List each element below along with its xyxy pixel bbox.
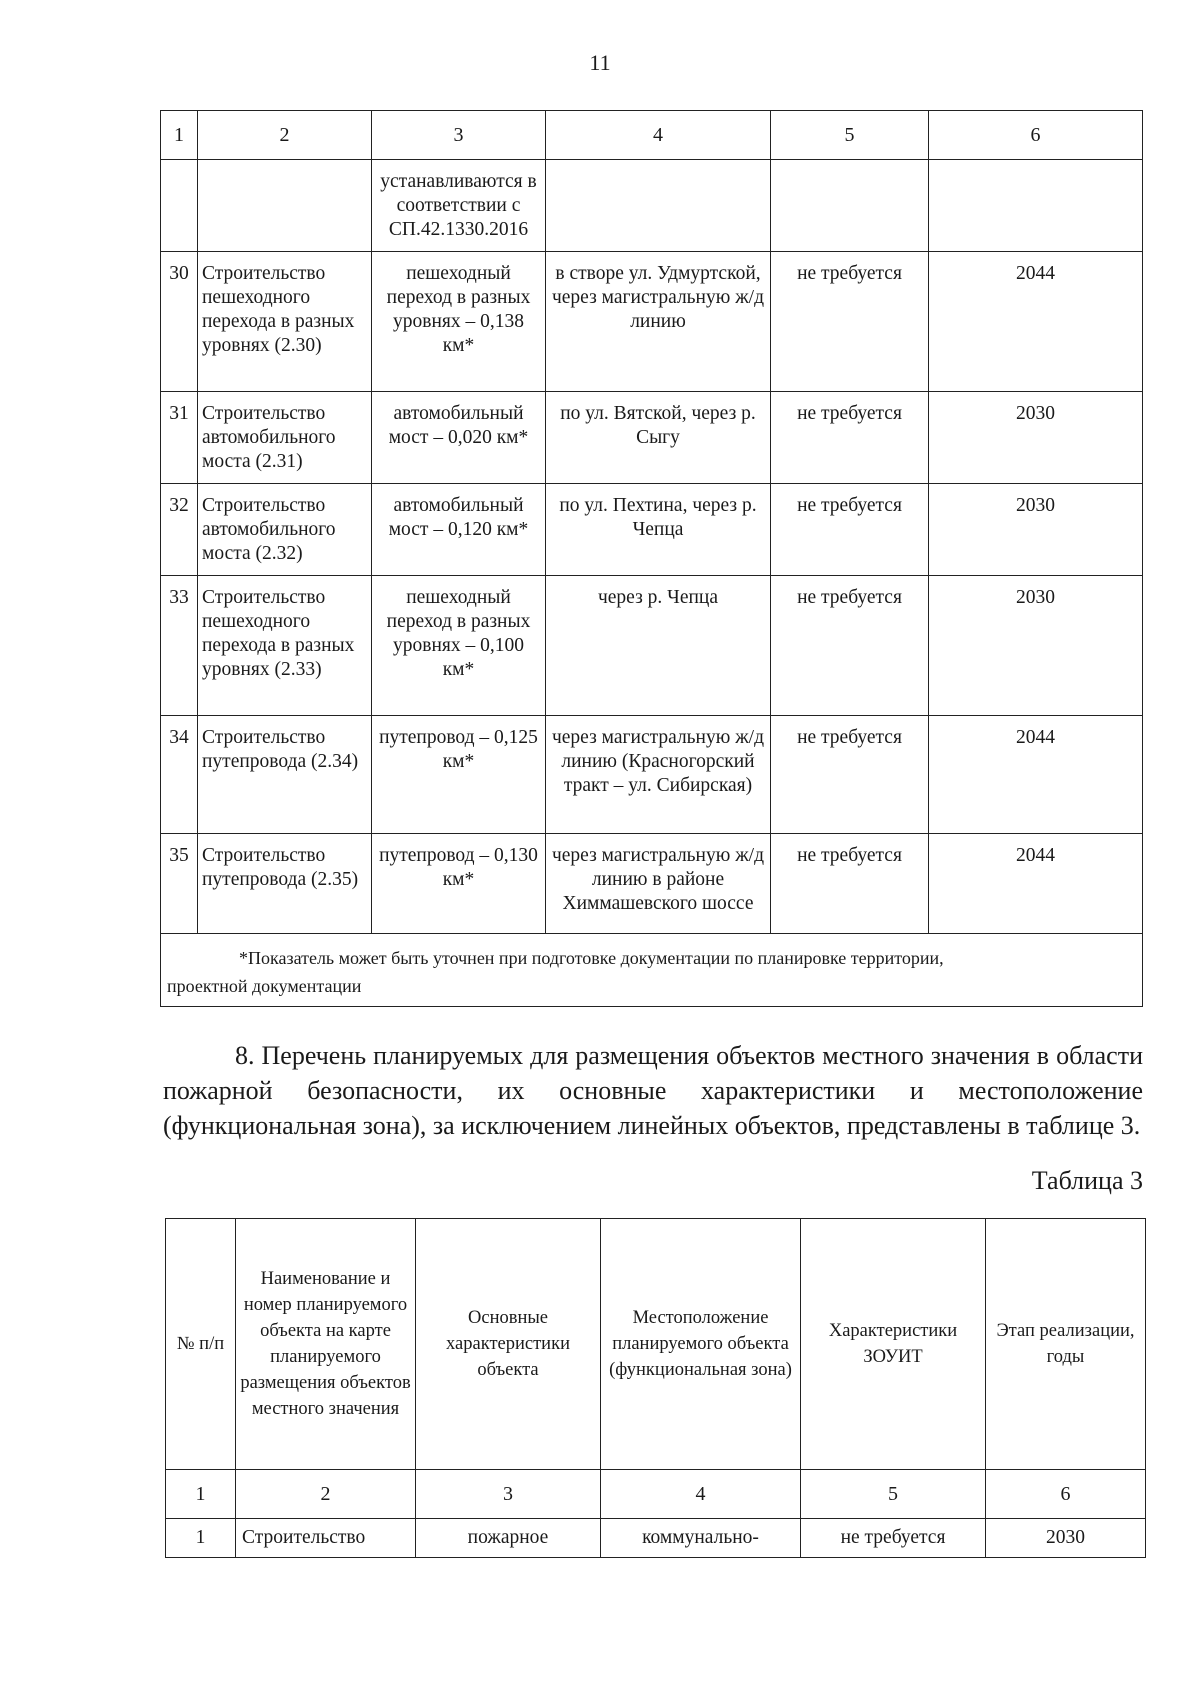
column-header: Местоположение планируемого объекта (функциональная зона) (601, 1219, 801, 1470)
planned-objects-table-continuation (160, 110, 1143, 1007)
column-header: Характеристики ЗОУИТ (801, 1219, 986, 1470)
row-number: 30 (161, 252, 198, 392)
object-name: Строительство автомобильного моста (2.31) (198, 392, 372, 484)
row-number: 35 (161, 834, 198, 934)
location-cell: через магистральную ж/д линию (Красногорский тракт – ул. Сибирская) (546, 716, 771, 834)
column-index: 4 (546, 111, 771, 160)
column-index: 2 (198, 111, 372, 160)
characteristics-cell: устанавливаются в соответствии с СП.42.1330.2016 (372, 160, 546, 252)
object-name: Строительство путепровода (2.35) (198, 834, 372, 934)
location-cell: коммунально- (601, 1519, 801, 1558)
column-index: 2 (236, 1470, 416, 1519)
year-cell: 2030 (929, 576, 1143, 716)
column-header: № п/п (166, 1219, 236, 1470)
column-header: Этап реализации, годы (986, 1219, 1146, 1470)
row-number: 34 (161, 716, 198, 834)
table-row (161, 716, 1143, 834)
table-row (161, 252, 1143, 392)
location-cell: через магистральную ж/д линию в районе Химмашевского шоссе (546, 834, 771, 934)
zouit-cell: не требуется (771, 834, 929, 934)
table-index-row (161, 111, 1143, 160)
footnote-line: *Показатель может быть уточнен при подготовке документации по планировке территории, (239, 948, 944, 968)
year-cell: 2044 (929, 252, 1143, 392)
zouit-cell: не требуется (771, 576, 929, 716)
characteristics-cell: автомобильный мост – 0,120 км* (372, 484, 546, 576)
zouit-cell: не требуется (801, 1519, 986, 1558)
table-row (161, 576, 1143, 716)
column-index: 3 (416, 1470, 601, 1519)
table-footnote (161, 934, 1143, 1007)
characteristics-cell: автомобильный мост – 0,020 км* (372, 392, 546, 484)
table-row (161, 834, 1143, 934)
column-header: Основные характеристики объекта (416, 1219, 601, 1470)
column-header: Наименование и номер планируемого объекта на карте планируемого размещения объектов местного значения (236, 1219, 416, 1470)
year-cell: 2030 (986, 1519, 1146, 1558)
column-index: 6 (929, 111, 1143, 160)
footnote-line: проектной документации (167, 976, 362, 996)
column-index: 5 (801, 1470, 986, 1519)
table-index-row (166, 1470, 1146, 1519)
row-number: 32 (161, 484, 198, 576)
table-row (166, 1519, 1146, 1558)
table-row (161, 392, 1143, 484)
year-cell: 2044 (929, 716, 1143, 834)
footnote-row (161, 934, 1143, 1007)
zouit-cell: не требуется (771, 484, 929, 576)
characteristics-cell: путепровод – 0,125 км* (372, 716, 546, 834)
object-name: Строительство (236, 1519, 416, 1558)
characteristics-cell: пешеходный переход в разных уровнях – 0,138 км* (372, 252, 546, 392)
year-cell: 2030 (929, 392, 1143, 484)
column-index: 1 (161, 111, 198, 160)
location-cell: в створе ул. Удмуртской, через магистральную ж/д линию (546, 252, 771, 392)
zouit-cell: не требуется (771, 392, 929, 484)
zouit-cell: не требуется (771, 716, 929, 834)
location-cell: по ул. Вятской, через р. Сыгу (546, 392, 771, 484)
zouit-cell: не требуется (771, 252, 929, 392)
fire-safety-objects-table (165, 1218, 1146, 1558)
page-number: 11 (589, 50, 611, 75)
section-8-paragraph (163, 1038, 1143, 1143)
characteristics-cell: пешеходный переход в разных уровнях – 0,100 км* (372, 576, 546, 716)
column-index: 6 (986, 1470, 1146, 1519)
year-cell: 2030 (929, 484, 1143, 576)
characteristics-cell: путепровод – 0,130 км* (372, 834, 546, 934)
column-index: 3 (372, 111, 546, 160)
row-number: 33 (161, 576, 198, 716)
table-header-row (166, 1219, 1146, 1470)
column-index: 4 (601, 1470, 801, 1519)
table-row (161, 484, 1143, 576)
location-cell: через р. Чепца (546, 576, 771, 716)
row-number: 1 (166, 1519, 236, 1558)
paragraph-text: 8. Перечень планируемых для размещения объектов местного значения в области пожарной безопасности, их основные характеристики и местоположение (функциональная зона), за исключением линейных объектов, представлены в таблице 3. (163, 1041, 1143, 1140)
year-cell: 2044 (929, 834, 1143, 934)
row-number: 31 (161, 392, 198, 484)
object-name: Строительство путепровода (2.34) (198, 716, 372, 834)
object-name: Строительство автомобильного моста (2.32) (198, 484, 372, 576)
object-name: Строительство пешеходного перехода в разных уровнях (2.30) (198, 252, 372, 392)
location-cell: по ул. Пехтина, через р. Чепца (546, 484, 771, 576)
column-index: 1 (166, 1470, 236, 1519)
characteristics-cell: пожарное (416, 1519, 601, 1558)
table-row (161, 160, 1143, 252)
column-index: 5 (771, 111, 929, 160)
object-name: Строительство пешеходного перехода в разных уровнях (2.33) (198, 576, 372, 716)
table-3-caption: Таблица 3 (1031, 1166, 1143, 1195)
